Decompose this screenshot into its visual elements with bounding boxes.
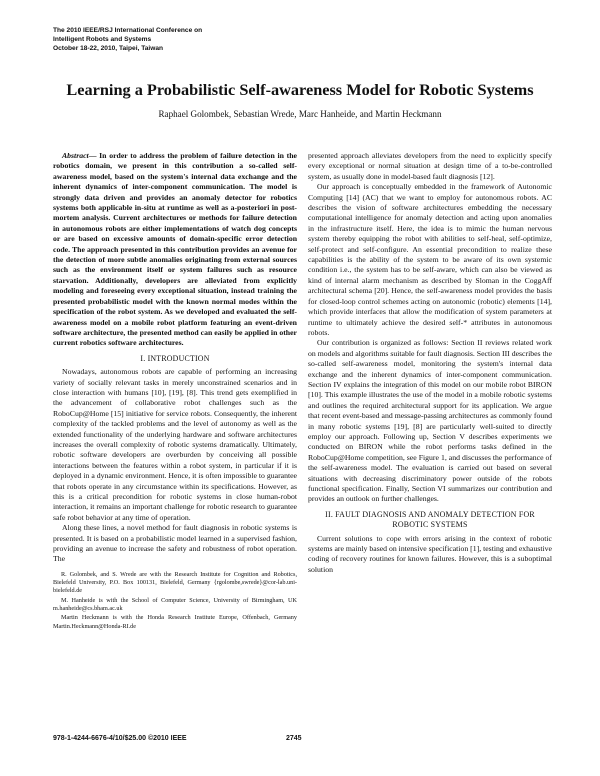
conference-line-3: October 18-22, 2010, Taipei, Taiwan — [53, 45, 164, 52]
intro-paragraph-2: Along these lines, a novel method for fault diagnosis in robotic systems is presented. It is based on a probabilistic model learned in a supervised fashion, providing an avenue to increase the safety and robustness of robot operation. The — [53, 523, 297, 564]
conference-header — [53, 26, 313, 53]
section-heading-fault-diagnosis: II. FAULT DIAGNOSIS AND ANOMALY DETECTION FOR ROBOTIC SYSTEMS — [325, 509, 535, 530]
intro-paragraph-1: Nowadays, autonomous robots are capable of performing an increasing variety of socially relevant tasks in merely unconstrained scenarios and in close interaction with humans [10], [19], [8]. This trend gets exemplified in the advancement of collaborative robot challenges such as the RoboCup@Home [15] initiative for service robots. Consequently, the inherent complexity of the tackled problems and the level of autonomy as well as the extended functionality of the underlying hardware and software architectures increases the overall complexity of robotic systems dramatically. Ultimately, robotic software developers are overburden by conceiving all possible interactions between the features within a robot system, in particular if it is deployed in a dynamic environment. Hence, it is often impossible to guarantee that robots operate in any circumstance within its specifications. However, as this is a critical precondition for robotic systems in close human-robot interaction, it remains an important challenge for robotic research to guarantee safe robot behavior at any time of operation. — [53, 367, 297, 522]
conference-line-1: The 2010 IEEE/RSJ International Conference on — [53, 27, 203, 34]
right-paragraph-3: Our contribution is organized as follows: Section II reviews related work on models and algorithms suitable for fault diagnosis. Section III describes the so-called self-awareness model, monitoring the system's internal data exchange and the inherent dynamics of inter-component communication. Section IV explains the integration of this model on our mobile robot BIRON [10]. This example illustrates the use of the model in a mobile robotic systems and outlines the required architectural support for its application. We argue that recent event-based and message-passing architectures as commonly found in many robotic systems [19], [8] are particularly well-suited to directly employ our approach. Following up, Section V describes experiments we conducted on BIRON while the robot performs tasks defined in the RoboCup@Home competition, see Figure 1, and discusses the performance of the self-awareness model. The evaluation is carried out based on several situations with decreasing discriminatory power outside of the robots functional specification. Finally, Section VI summarizes our contribution and provides an outlook on further challenges. — [308, 338, 552, 504]
right-paragraph-4: Current solutions to cope with errors arising in the context of robotic systems are mainly based on intensive specification [1], testing and exhaustive coding of recovery routines for known failures. However, this is a suboptimal solution — [308, 533, 552, 574]
abstract-label: Abstract — [62, 151, 89, 160]
right-paragraph-2: Our approach is conceptually embedded in the framework of Autonomic Computing [14] (AC) that we want to employ for autonomous robots. AC describes the vision of software architectures embedding the necessary computational intelligence for anomaly detection and acting upon anomalies in the infrastructure itself. Here, the idea is to mimic the human nervous system thereby equipping the robot with abilities to self-heal, self-optimize, self-protect and self-configure. An essential precondition to realize these capabilities is the ability of the system to be aware of its own systemic condition i.e., the system has to be self-aware, which can also be viewed as kind of internal alarm mechanism as described by Sloman in the CoggAff architectural schema [20]. Hence, the self-awareness model provides the basis for closed-loop control schemes acting on autonomic (robotic) elements [14], which provide interfaces that allow the modification of system parameters at runtime to ultimately achieve the desired self-* attributes in autonomous robots. — [308, 182, 552, 337]
right-paragraph-1: presented approach alleviates developers from the need to explicitly specify every exceptional or normal situation at design time of a to-be-controlled system, as usually done in model-based fault diagnosis [12]. — [308, 151, 552, 181]
right-column — [308, 151, 552, 575]
footnote-2: M. Hanheide is with the School of Computer Science, University of Birmingham, UK m.hanheide@cs.bham.ac.uk — [53, 596, 297, 613]
conference-line-2: Intelligent Robots and Systems — [53, 36, 152, 43]
author-list: Raphael Golombek, Sebastian Wrede, Marc Hanheide, and Martin Heckmann — [158, 109, 442, 119]
abstract-text: — In order to address the problem of failure detection in the robotics domain, we present in this contribution a so-called self-awareness model, based on the system's internal data exchange and the inherent dynamics of inter-component communication. The model is strongly data driven and provides an anomaly detector for robotics systems both applicable in-situ at runtime as well as a-posteriori in post-mortem analysis. Current architectures or methods for failure detection in autonomous robots are either implementations of watch dog concepts or are based on excessive amounts of domain-specific error detection code. The approach presented in this contribution provides an avenue for the detection of more subtle anomalies originating from external sources such as the environment itself or system failures such as resource starvation. Additionally, developers are alleviated from explicitly modeling and foreseeing every exceptional situation, instead training the presented probabilistic model with the known normal modes within the specification of the robot system. As we developed and evaluated the self-awareness model on a mobile robot platform featuring an event-driven software architecture, the presented method can easily be applied in other current robotics software architectures. — [53, 151, 297, 348]
page-number: 2745 — [286, 735, 302, 742]
paper-title: Learning a Probabilistic Self-awareness Model for Robotic Systems — [66, 80, 534, 99]
section-heading-introduction: I. INTRODUCTION — [140, 353, 210, 363]
author-footnotes — [53, 571, 297, 631]
footnote-1: R. Golombek, and S. Wrede are with the Research Institute for Cognition and Robotics, Bielefeld University, P.O. Box 100131, Bielefeld, Germany {rgolombe,swrede}@cor-lab.uni-bielefeld.de — [53, 570, 297, 595]
abstract — [53, 151, 297, 349]
footnote-3: Martin Heckmann is with the Honda Research Institute Europe, Offenbach, Germany Martin.Heckmann@Honda-RI.de — [53, 614, 297, 630]
footer-isbn: 978-1-4244-6676-4/10/$25.00 ©2010 IEEE — [53, 735, 187, 742]
left-column — [53, 151, 297, 632]
